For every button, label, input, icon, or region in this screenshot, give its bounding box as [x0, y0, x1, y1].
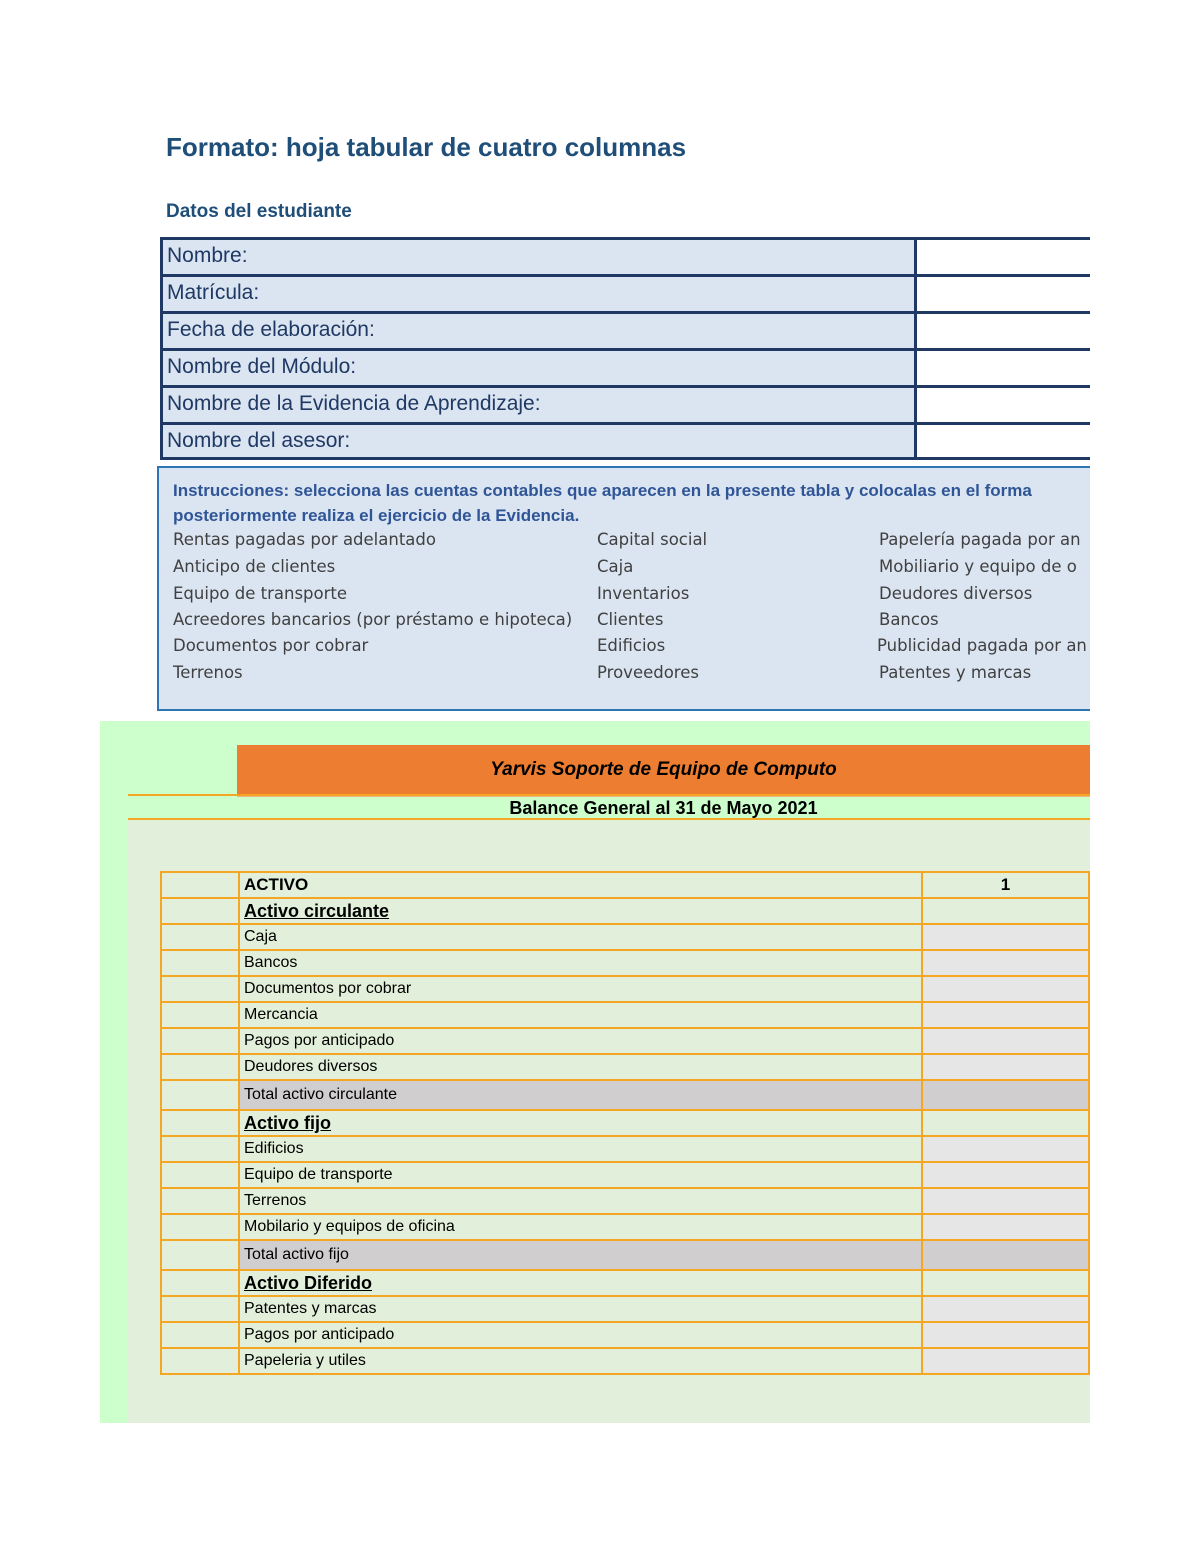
row-index-cell[interactable] — [161, 872, 239, 898]
field-value-modulo[interactable] — [917, 351, 1090, 385]
account-item: Mobiliario y equipo de o — [879, 557, 1077, 576]
total-label-cell[interactable]: Total activo fijo — [239, 1240, 922, 1270]
table-row — [161, 950, 1089, 976]
table-row — [161, 898, 1089, 924]
table-row — [161, 1348, 1089, 1374]
total-label-cell[interactable]: Total activo circulante — [239, 1080, 922, 1110]
table-row-total — [161, 1080, 1089, 1110]
account-name-cell[interactable]: Terrenos — [239, 1188, 922, 1214]
row-index-cell[interactable] — [161, 1240, 239, 1270]
amount-cell[interactable] — [922, 1296, 1089, 1322]
row-index-cell[interactable] — [161, 976, 239, 1002]
account-item: Documentos por cobrar — [173, 636, 369, 655]
row-index-cell[interactable] — [161, 1322, 239, 1348]
account-name-cell[interactable]: Bancos — [239, 950, 922, 976]
account-item: Inventarios — [597, 584, 690, 603]
account-item: Clientes — [597, 610, 664, 629]
table-row — [161, 1322, 1089, 1348]
account-name-cell[interactable]: Deudores diversos — [239, 1054, 922, 1080]
amount-cell[interactable] — [922, 1054, 1089, 1080]
row-index-cell[interactable] — [161, 924, 239, 950]
student-data-heading: Datos del estudiante — [166, 201, 352, 222]
row-index-cell[interactable] — [161, 1028, 239, 1054]
field-label-matricula: Matrícula: — [160, 277, 917, 311]
table-row — [161, 1054, 1089, 1080]
account-item: Patentes y marcas — [879, 663, 1032, 682]
student-field-row — [160, 274, 1090, 311]
total-amount-cell[interactable] — [922, 1240, 1089, 1270]
account-name-cell[interactable]: Mercancia — [239, 1002, 922, 1028]
account-item: Deudores diversos — [879, 584, 1033, 603]
amount-cell[interactable] — [922, 1322, 1089, 1348]
account-name-cell[interactable]: Caja — [239, 924, 922, 950]
divider — [128, 818, 1090, 820]
balance-title: Balance General al 31 de Mayo 2021 — [509, 798, 818, 818]
account-item: Caja — [597, 557, 634, 576]
student-data-table — [160, 237, 1090, 460]
field-value-fecha[interactable] — [917, 314, 1090, 348]
amount-cell[interactable] — [922, 1110, 1089, 1136]
balance-table — [160, 871, 1090, 1375]
account-item: Bancos — [879, 610, 939, 629]
account-name-cell[interactable]: Papeleria y utiles — [239, 1348, 922, 1374]
amount-cell[interactable] — [922, 898, 1089, 924]
student-field-row — [160, 422, 1090, 460]
amount-cell[interactable] — [922, 1136, 1089, 1162]
section-heading-cell[interactable]: Activo fijo — [239, 1110, 922, 1136]
total-amount-cell[interactable] — [922, 1080, 1089, 1110]
instructions-line-2: posteriormente realiza el ejercicio de la Evidencia. — [173, 506, 580, 525]
instructions-line-1: Instrucciones: selecciona las cuentas contables que aparecen en la presente tabla y colocalas en el forma — [173, 481, 1032, 500]
table-row — [161, 1110, 1089, 1136]
account-name-cell[interactable]: Patentes y marcas — [239, 1296, 922, 1322]
table-row — [161, 1270, 1089, 1296]
page-title: Formato: hoja tabular de cuatro columnas — [166, 132, 687, 162]
row-index-cell[interactable] — [161, 1054, 239, 1080]
account-name-cell[interactable]: ACTIVO — [239, 872, 922, 898]
account-name-cell[interactable]: Mobilario y equipos de oficina — [239, 1214, 922, 1240]
amount-cell[interactable] — [922, 1348, 1089, 1374]
table-row — [161, 1188, 1089, 1214]
account-item: Capital social — [597, 530, 708, 549]
field-label-fecha: Fecha de elaboración: — [160, 314, 917, 348]
account-item: Edificios — [597, 636, 666, 655]
amount-cell[interactable] — [922, 950, 1089, 976]
row-index-cell[interactable] — [161, 1110, 239, 1136]
table-row — [161, 1296, 1089, 1322]
field-value-asesor[interactable] — [917, 425, 1090, 457]
field-label-modulo: Nombre del Módulo: — [160, 351, 917, 385]
account-item: Rentas pagadas por adelantado — [173, 530, 436, 549]
amount-cell[interactable] — [922, 1270, 1089, 1296]
student-field-row — [160, 237, 1090, 274]
amount-cell[interactable] — [922, 924, 1089, 950]
table-row-total — [161, 1240, 1089, 1270]
amount-cell[interactable] — [922, 976, 1089, 1002]
field-value-evidencia[interactable] — [917, 388, 1090, 422]
row-index-cell[interactable] — [161, 1162, 239, 1188]
account-name-cell[interactable]: Pagos por anticipado — [239, 1322, 922, 1348]
account-name-cell[interactable]: Pagos por anticipado — [239, 1028, 922, 1054]
account-item: Acreedores bancarios (por préstamo e hipoteca) — [173, 610, 573, 629]
section-heading-cell[interactable]: Activo circulante — [239, 898, 922, 924]
field-label-evidencia: Nombre de la Evidencia de Aprendizaje: — [160, 388, 917, 422]
section-heading-cell[interactable]: Activo Diferido — [239, 1270, 922, 1296]
account-name-cell[interactable]: Edificios — [239, 1136, 922, 1162]
account-name-cell[interactable]: Equipo de transporte — [239, 1162, 922, 1188]
row-index-cell[interactable] — [161, 1270, 239, 1296]
account-item: Terrenos — [173, 663, 243, 682]
field-label-nombre: Nombre: — [160, 240, 917, 274]
row-index-cell[interactable] — [161, 1188, 239, 1214]
row-index-cell[interactable] — [161, 1214, 239, 1240]
table-row — [161, 1136, 1089, 1162]
row-index-cell[interactable] — [161, 1002, 239, 1028]
balance-sheet-area — [100, 721, 1090, 1423]
amount-cell[interactable]: 1 — [922, 872, 1089, 898]
instructions-text — [173, 478, 1090, 528]
account-item: Publicidad pagada por an — [877, 636, 1087, 655]
table-row — [161, 1028, 1089, 1054]
row-index-cell[interactable] — [161, 950, 239, 976]
account-item: Anticipo de clientes — [173, 557, 336, 576]
account-item: Proveedores — [597, 663, 699, 682]
company-name: Yarvis Soporte de Equipo de Computo — [237, 745, 1090, 797]
row-index-cell[interactable] — [161, 1080, 239, 1110]
student-field-row — [160, 311, 1090, 348]
row-index-cell[interactable] — [161, 898, 239, 924]
field-value-matricula[interactable] — [917, 277, 1090, 311]
table-row — [161, 1214, 1089, 1240]
amount-cell[interactable] — [922, 1188, 1089, 1214]
row-index-cell[interactable] — [161, 1296, 239, 1322]
account-item: Equipo de transporte — [173, 584, 348, 603]
field-value-nombre[interactable] — [917, 240, 1090, 274]
table-row — [161, 924, 1089, 950]
instructions-box — [157, 466, 1090, 711]
table-row — [161, 976, 1089, 1002]
account-name-cell[interactable]: Documentos por cobrar — [239, 976, 922, 1002]
table-row — [161, 872, 1089, 898]
table-row — [161, 1002, 1089, 1028]
row-index-cell[interactable] — [161, 1136, 239, 1162]
student-field-row — [160, 385, 1090, 422]
account-item: Papelería pagada por an — [879, 530, 1081, 549]
amount-cell[interactable] — [922, 1162, 1089, 1188]
amount-cell[interactable] — [922, 1002, 1089, 1028]
field-label-asesor: Nombre del asesor: — [160, 425, 917, 457]
amount-cell[interactable] — [922, 1028, 1089, 1054]
table-row — [161, 1162, 1089, 1188]
amount-cell[interactable] — [922, 1214, 1089, 1240]
student-field-row — [160, 348, 1090, 385]
row-index-cell[interactable] — [161, 1348, 239, 1374]
